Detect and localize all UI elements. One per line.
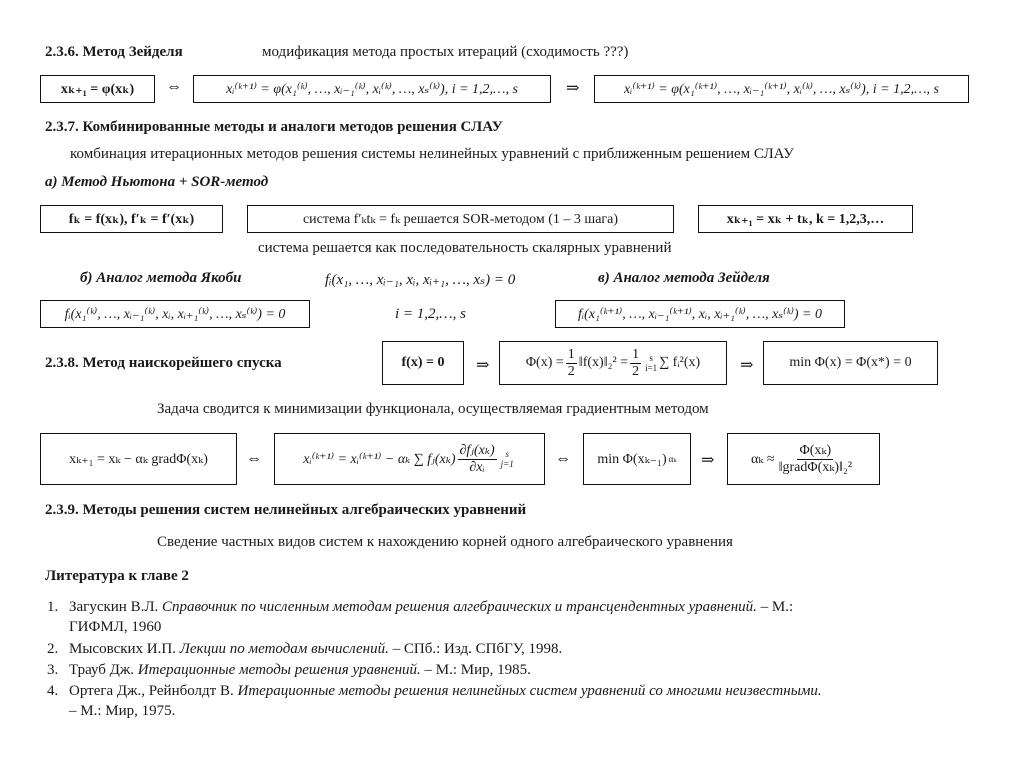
literature-item-cont: – М.: Мир, 1975. [69, 703, 176, 719]
gradient-sum-limits [501, 449, 514, 469]
item-number: 4. [47, 683, 59, 699]
index-range: i = 1,2,…, s [395, 306, 466, 322]
literature-item-cont: ГИФМЛ, 1960 [69, 619, 162, 635]
section-2-3-6-title: 2.3.6. Метод Зейделя [45, 44, 183, 60]
item-author: Трауб Дж. [69, 662, 135, 678]
implies-arrow: ⇒ [701, 452, 715, 469]
literature-item [47, 661, 531, 680]
step-min-sub: αₖ [668, 453, 677, 464]
jacobi-formula: fᵢ(x₁⁽ᵏ⁾, …, xᵢ₋₁⁽ᵏ⁾, xᵢ, xᵢ₊₁⁽ᵏ⁾, …, xₛ⁽ᵏ⁾) = 0 [40, 300, 310, 328]
half-fraction-2 [630, 347, 641, 379]
implies-arrow: ⇒ [566, 80, 580, 97]
section-2-3-9-desc: Сведение частных видов систем к нахождению корней одного алгебраического уравнения [157, 534, 733, 550]
gradient-component-lhs: xᵢ⁽ᵏ⁺¹⁾ = xᵢ⁽ᵏ⁺¹⁾ − αₖ ∑ fⱼ(xₖ) [303, 451, 456, 467]
newton-sor-system: система f′ₖtₖ = fₖ решается SOR-методом (1 – 3 шага) [247, 205, 674, 233]
gradient-sum-bot: j=1 [500, 459, 514, 469]
sum-bot: i=1 [645, 363, 658, 373]
implies-arrow: ⇒ [740, 357, 754, 374]
equivalence-arrow: ⇔ [555, 450, 571, 467]
step-num: Φ(xₖ) [799, 443, 832, 459]
item-title: Справочник по численным методам решения алгебраических и трансцендентных уравнений. [162, 599, 757, 615]
literature-item [47, 640, 562, 659]
partial-den: ∂xᵢ [469, 459, 485, 475]
gradient-update: xₖ₊₁ = xₖ − αₖ gradΦ(xₖ) [40, 433, 237, 485]
section-2-3-8-title: 2.3.8. Метод наискорейшего спуска [45, 355, 282, 371]
item-author: Загускин В.Л. [69, 599, 159, 615]
item-title: Лекции по методам вычислений. [179, 641, 389, 657]
functional-sum: ∑ fᵢ²(x) [659, 355, 701, 370]
item-title: Итерационные методы решения нелинейных систем уравнений со многими неизвестными. [237, 683, 822, 699]
item-publisher: – СПб.: Изд. СПбГУ, 1998. [392, 641, 563, 657]
seidel-formula-vector: xₖ₊₁ = φ(xₖ) [40, 75, 155, 103]
minimum-condition [763, 341, 938, 385]
section-2-3-7-desc: комбинация итерационных методов решения системы нелинейных уравнений с приближенным решением СЛАУ [70, 146, 794, 162]
newton-update: xₖ₊₁ = xₖ + tₖ, k = 1,2,3,… [698, 205, 913, 233]
half-num: 1 [567, 347, 575, 363]
section-2-3-9-title: 2.3.9. Методы решения систем нелинейных алгебраических уравнений [45, 502, 527, 518]
functional-norm: ‖f(x)‖₂² = [578, 355, 629, 370]
item-number: 3. [47, 662, 59, 678]
item-author: Мысовских И.П. [69, 641, 176, 657]
gradient-task-text: Задача сводится к минимизации функционала, осуществляемая градиентным методом [157, 401, 709, 417]
gradient-component-update [274, 433, 545, 485]
steepest-equation: f(x) = 0 [382, 341, 464, 385]
step-min-text: min Φ(xₖ₋₁) [597, 451, 667, 467]
seidel-formula-modified: xᵢ⁽ᵏ⁺¹⁾ = φ(x₁⁽ᵏ⁺¹⁾, …, xᵢ₋₁⁽ᵏ⁺¹⁾, xᵢ⁽ᵏ⁾, …, xₛ⁽ᵏ⁾), i = 1,2,…, s [594, 75, 969, 103]
equivalence-arrow: ⇔ [166, 78, 182, 95]
step-approx-lhs: αₖ ≈ [750, 451, 775, 467]
section-2-3-6-subtitle: модификация метода простых итераций (сходимость ???) [262, 44, 629, 60]
step-fraction [777, 443, 854, 475]
item-title: Итерационные методы решения уравнений. [137, 662, 421, 678]
newton-sor-title: а) Метод Ньютона + SOR-метод [45, 174, 269, 190]
item-publisher: – М.: [760, 599, 794, 615]
partial-fraction [458, 443, 497, 475]
step-den: ‖gradΦ(xₖ)‖₂² [778, 459, 853, 475]
gradient-sum-top: s [505, 449, 509, 459]
literature-item [47, 682, 822, 701]
functional-definition [499, 341, 727, 385]
newton-f-defs: fₖ = f(xₖ), f′ₖ = f′(xₖ) [40, 205, 223, 233]
jacobi-equation: fᵢ(x₁, …, xᵢ₋₁, xᵢ, xᵢ₊₁, …, xₛ) = 0 [325, 272, 516, 288]
item-number: 1. [47, 599, 59, 615]
literature-item [47, 598, 793, 617]
literature-title: Литература к главе 2 [45, 568, 189, 584]
step-approximation [727, 433, 880, 485]
functional-lhs: Φ(x) = [525, 355, 564, 370]
seidel-analog-title: в) Аналог метода Зейделя [598, 270, 770, 286]
section-2-3-7-title: 2.3.7. Комбинированные методы и аналоги методов решения СЛАУ [45, 119, 503, 135]
half-num-2: 1 [632, 347, 640, 363]
half-den: 2 [567, 363, 575, 379]
half-fraction [566, 347, 577, 379]
item-publisher: – М.: Мир, 1985. [424, 662, 531, 678]
sum-limits [645, 353, 657, 373]
jacobi-analog-title: б) Аналог метода Якоби [80, 270, 242, 286]
implies-arrow: ⇒ [476, 357, 490, 374]
seidel-analog-formula: fᵢ(x₁⁽ᵏ⁺¹⁾, …, xᵢ₋₁⁽ᵏ⁺¹⁾, xᵢ, xᵢ₊₁⁽ᵏ⁾, …, xₛ⁽ᵏ⁾) = 0 [555, 300, 845, 328]
equivalence-arrow: ⇔ [246, 450, 262, 467]
seidel-formula-simple: xᵢ⁽ᵏ⁺¹⁾ = φ(x₁⁽ᵏ⁾, …, xᵢ₋₁⁽ᵏ⁾, xᵢ⁽ᵏ⁾, …, xₛ⁽ᵏ⁾), i = 1,2,…, s [193, 75, 551, 103]
scalar-sequence-text: система решается как последовательность скалярных уравнений [258, 240, 672, 256]
sum-top: s [649, 353, 653, 363]
half-den-2: 2 [632, 363, 640, 379]
partial-num: ∂fⱼ(xₖ) [459, 443, 495, 459]
item-number: 2. [47, 641, 59, 657]
minimum-text: min Φ(x) = Φ(x*) = 0 [789, 355, 912, 370]
item-author: Ортега Дж., Рейнболдт В. [69, 683, 234, 699]
step-minimization [583, 433, 691, 485]
